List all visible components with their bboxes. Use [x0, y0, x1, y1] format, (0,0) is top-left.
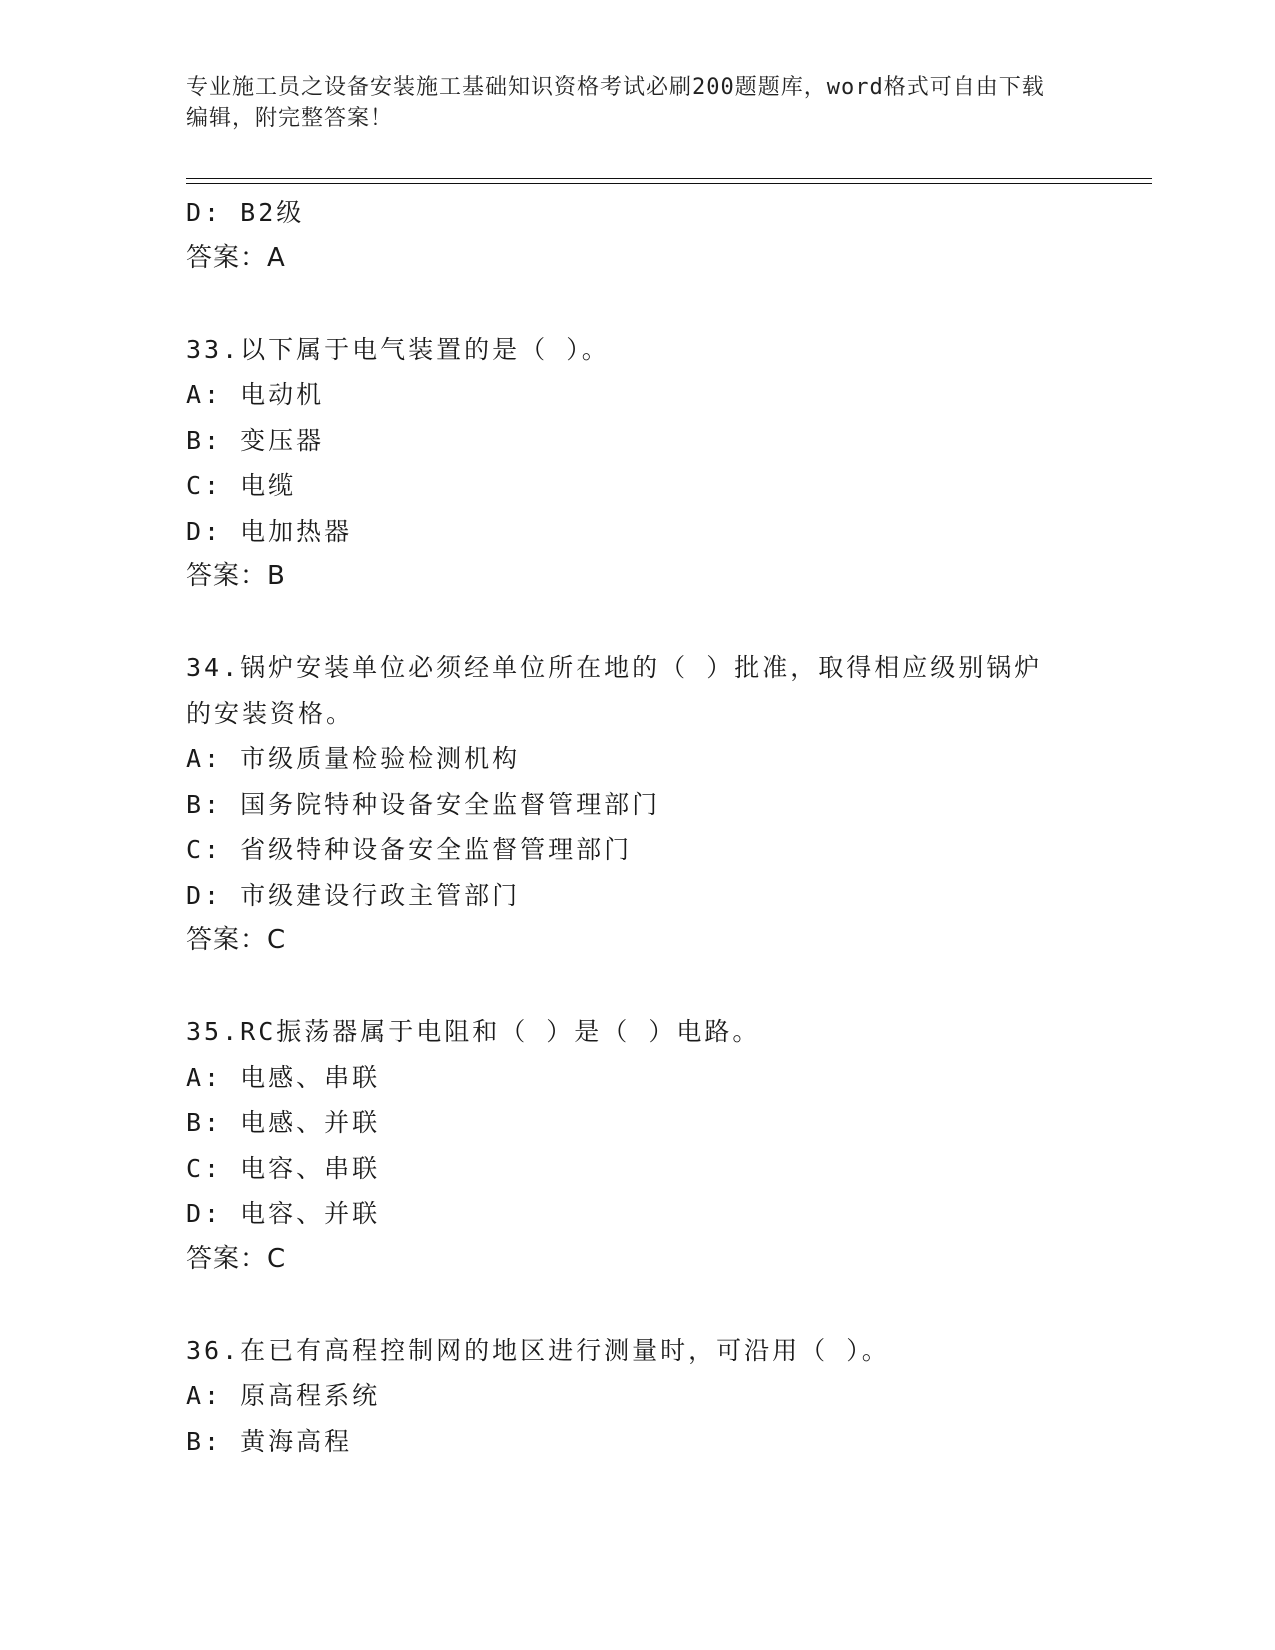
question-33-option-a: A: 电动机 [186, 380, 325, 409]
question-34-option-a: A: 市级质量检验检测机构 [186, 744, 521, 773]
carryover-answer: 答案：A [186, 242, 286, 273]
question-35-stem: 35.RC振荡器属于电阻和（ ）是（ ）电路。 [186, 1017, 761, 1046]
question-35-option-b: B: 电感、并联 [186, 1108, 381, 1137]
question-34-stem: 34.锅炉安装单位必须经单位所在地的（ ）批准，取得相应级别锅炉的安装资格。 [186, 653, 1043, 728]
question-34-option-b: B: 国务院特种设备安全监督管理部门 [186, 789, 661, 819]
question-33-option-d: D: 电加热器 [186, 516, 353, 546]
spacer [186, 281, 1086, 327]
header-divider-bottom [186, 183, 1152, 184]
question-36-option-a: A: 原高程系统 [186, 1381, 381, 1410]
question-33-option-b: B: 变压器 [186, 425, 325, 455]
question-36-option-b: B: 黄海高程 [186, 1426, 353, 1456]
carryover-option-d: D: B2级 [186, 198, 305, 227]
question-33-answer: 答案：B [186, 561, 286, 591]
spacer [186, 600, 1086, 646]
question-36-stem: 36.在已有高程控制网的地区进行测量时，可沿用（ ）。 [186, 1335, 890, 1365]
question-33-stem: 33.以下属于电气装置的是（ ）。 [186, 334, 610, 364]
question-34-answer: 答案：C [186, 925, 287, 955]
question-35-option-a: A: 电感、串联 [186, 1062, 381, 1092]
header-divider-top [186, 178, 1152, 179]
question-33-option-c: C: 电缆 [186, 471, 297, 500]
question-35-option-c: C: 电容、串联 [186, 1153, 381, 1183]
spacer [186, 964, 1086, 1010]
question-35-option-d: D: 电容、并联 [186, 1199, 381, 1228]
spacer [186, 1282, 1086, 1328]
question-content [186, 190, 1086, 1464]
question-34-option-d: D: 市级建设行政主管部门 [186, 880, 521, 910]
question-34-option-c: C: 省级特种设备安全监督管理部门 [186, 835, 633, 864]
question-35-answer: 答案：C [186, 1243, 287, 1274]
document-header: 专业施工员之设备安装施工基础知识资格考试必刷200题题库，word格式可自由下载编辑，附完整答案！ [186, 75, 1045, 131]
